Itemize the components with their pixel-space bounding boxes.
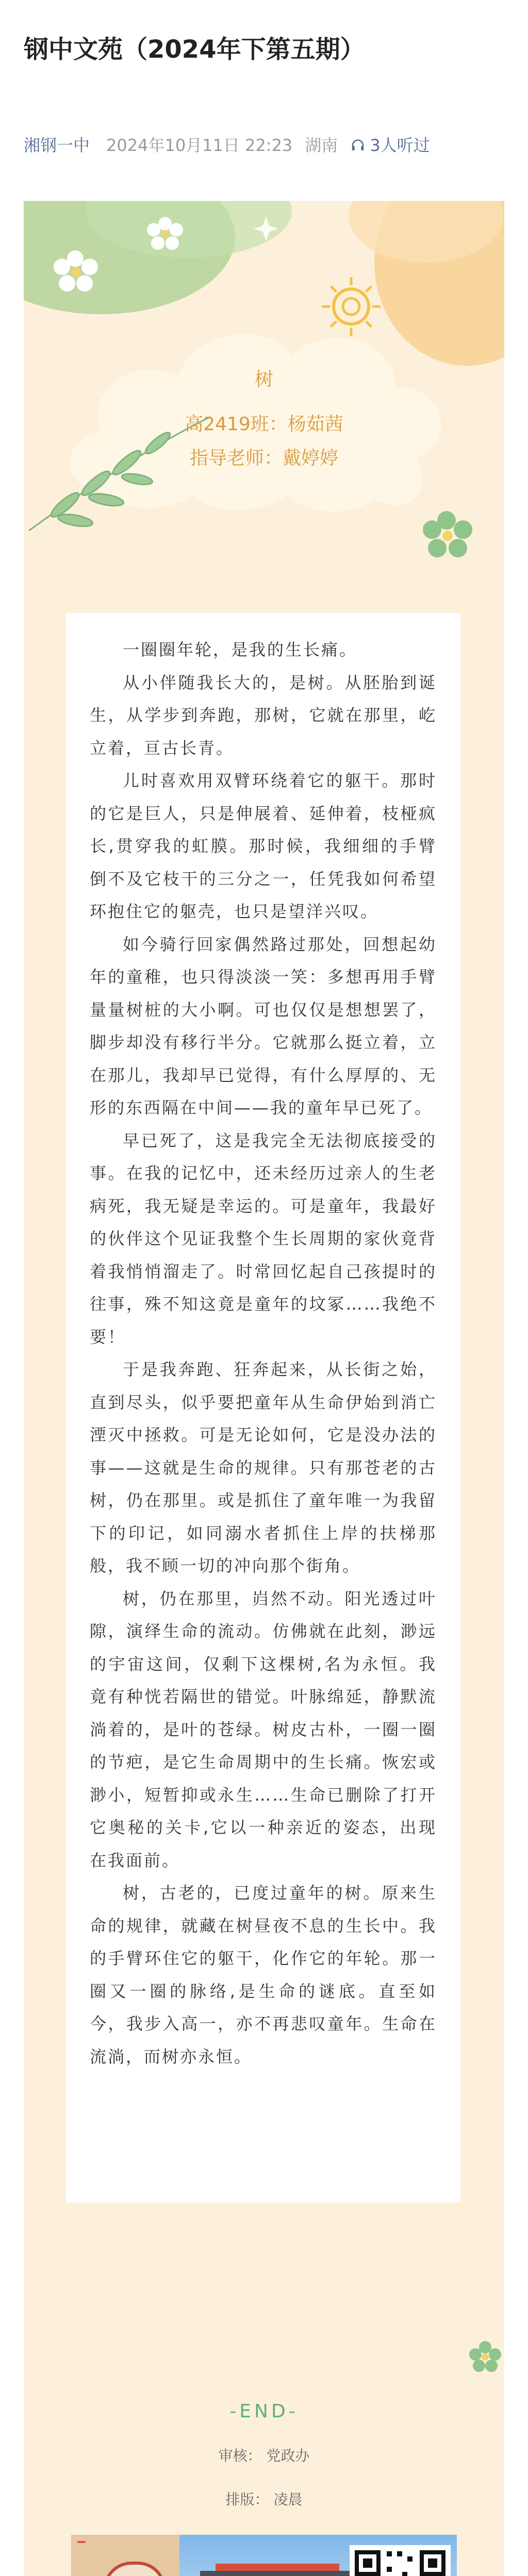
flower-icon — [423, 511, 472, 557]
paragraph: 树，古老的，已度过童年的树。原来生命的规律，就藏在树昼夜不息的生长中。我的手臂环住它的躯干，化作它的年轮。那一圈又一圈的脉络,是生命的谜底。直至如今，我步入高一，亦不再悲叹童年。生命在流淌，而树亦永恒。 — [90, 1883, 437, 2066]
article-content — [24, 201, 504, 2576]
flower-icon — [467, 2339, 503, 2375]
paragraph: 早已死了，这是我完全无法彻底接受的事。在我的记忆中，还未经历过亲人的生老病死，我无疑是幸运的。可是童年，我最好的伙伴这个见证我整个生长周期的家伙竟背着我悄悄溜走了。时常回忆起自己孩提时的往事，殊不知这竟是童年的坟冢……我绝不要！ — [90, 1130, 437, 1347]
douyin-logo — [77, 2541, 86, 2543]
poem-teacher: 指导老师：戴婷婷 — [189, 448, 338, 469]
header-illustration — [24, 201, 504, 592]
paragraph: 如今骑行回家偶然路过那处，回想起幼年的童稚，也只得淡淡一笑：多想再用手臂量量树桩的大小啊。可也仅仅是想想罢了，脚步却没有移行半分。它就那么挺立着，立在那儿，我却早已觉得，有什么厚厚的、无形的东西隔在中间——我的童年早已死了。 — [90, 934, 437, 1117]
reviewer-line: 审核： 党政办 — [218, 2447, 310, 2464]
paragraph: 一圈圈年轮，是我的生长痛。 — [123, 640, 358, 659]
page-title: 钢中文苑（2024年下第五期） — [24, 35, 365, 64]
paragraph: 儿时喜欢用双臂环绕着它的躯干。那时的它是巨人，只是伸展着、延伸着，枝桠疯长,贯穿我的虹膜。那时候，我细细的手臂倒不及它枝干的三分之一，任凭我如何希望环抱住它的躯壳，也只是望洋兴叹。 — [90, 771, 437, 921]
publish-date: 2024年10月11日 22:23 — [106, 135, 293, 155]
account-name-link[interactable]: 湘钢一中 — [24, 135, 90, 155]
poem-author: 高2419班：杨茹茜 — [185, 414, 343, 435]
article-meta — [24, 135, 430, 156]
school-banner-image — [71, 2535, 457, 2576]
region-label: 湖南 — [305, 135, 338, 155]
end-mark: -END- — [229, 2401, 299, 2422]
paragraph: 树，仍在那里，岿然不动。阳光透过叶隙，演绎生命的流动。仿佛就在此刻，渺远的宇宙这间，仅剩下这棵树,名为永恒。我竟有种恍若隔世的错觉。叶脉绵延，静默流淌着的，是叶的苍绿。树皮古朴，一圈一圈的节疤，是它生命周期中的生长痛。恢宏或渺小，短暂抑或永生……生命已删除了打开它奥秘的关卡,它以一种亲近的姿态，出现在我面前。 — [90, 1588, 437, 1870]
layout-by-line: 排版： 凌晨 — [225, 2491, 303, 2508]
paragraph: 从小伴随我长大的，是树。从胚胎到诞生，从学步到奔跑，那树，它就在那里，屹立着，亘古长青。 — [90, 672, 437, 758]
poem-title: 树 — [254, 369, 273, 390]
listen-count: 3人听过 — [370, 135, 430, 155]
headphones-icon — [350, 138, 366, 153]
listen-button[interactable] — [350, 135, 430, 156]
article-body — [66, 634, 460, 2073]
paragraph: 于是我奔跑、狂奔起来，从长街之始，直到尽头，似乎要把童年从生命伊始到消亡湮灭中拯救。可是无论如何，它是没办法的事——这就是生命的规律。只有那苍老的古树，仍在那里。或是抓住了童年唯一为我留下的印记，如同溺水者抓住上岸的扶梯那般，我不顾一切的冲向那个街角。 — [90, 1360, 437, 1575]
sun-icon — [323, 278, 380, 335]
school-logo — [71, 2535, 179, 2576]
qr-code[interactable] — [350, 2545, 451, 2576]
